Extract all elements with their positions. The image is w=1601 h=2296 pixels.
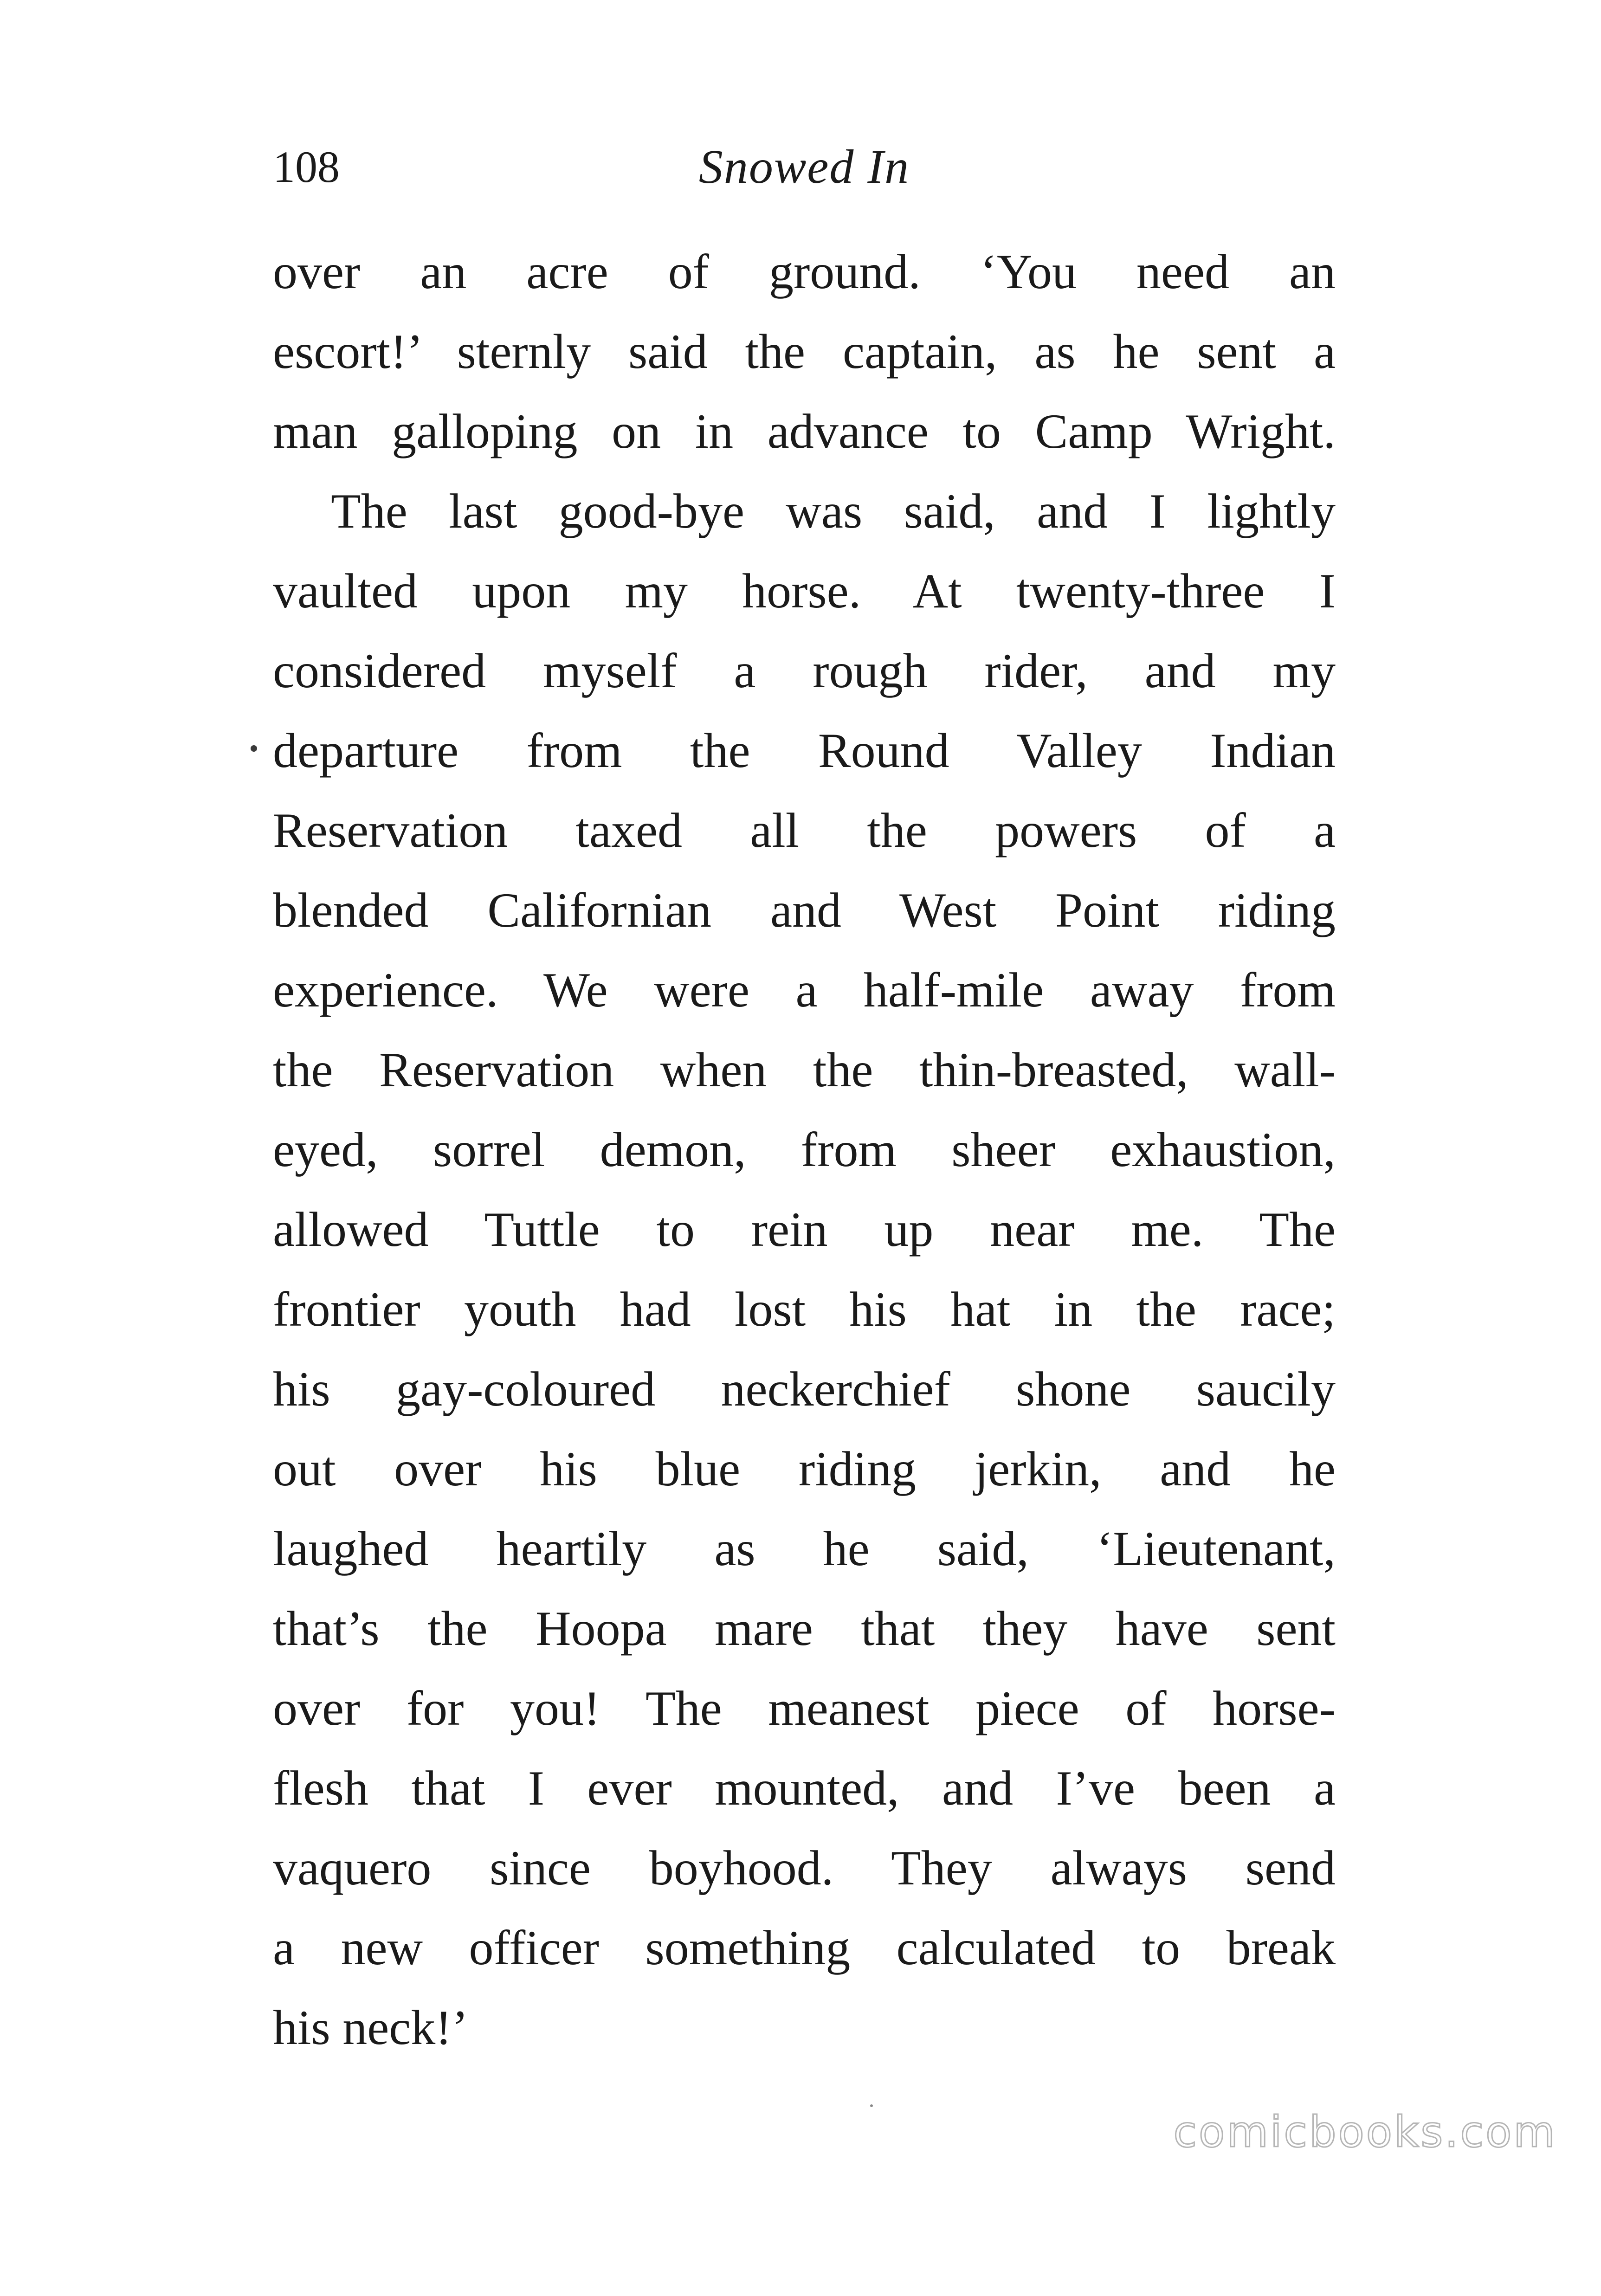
text-line: frontier youth had lost his hat in the race; (273, 1282, 1336, 1336)
page-header (273, 132, 1336, 202)
text-line: a new officer something calculated to break (273, 1921, 1336, 1975)
text-line: his neck!’ (273, 2000, 468, 2055)
text-line: vaquero since boyhood. They always send (273, 1841, 1336, 1895)
watermark: comicbooks.com (1173, 2107, 1557, 2157)
text-line: man galloping on in advance to Camp Wright. (273, 404, 1336, 458)
text-line: considered myself a rough rider, and my (273, 644, 1336, 698)
text-line: departure from the Round Valley Indian (273, 723, 1336, 778)
text-line: blended Californian and West Point riding (273, 883, 1336, 937)
text-line: vaulted upon my horse. At twenty-three I (273, 564, 1336, 618)
text-line: flesh that I ever mounted, and I’ve been a (273, 1761, 1336, 1815)
text-line: The last good-bye was said, and I lightly (331, 484, 1336, 538)
text-line: the Reservation when the thin-breasted, wall- (273, 1043, 1336, 1097)
running-head: Snowed In (698, 140, 910, 193)
text-line: Reservation taxed all the powers of a (273, 803, 1336, 858)
text-line: laughed heartily as he said, ‘Lieutenant, (273, 1522, 1336, 1576)
text-line: out over his blue riding jerkin, and he (273, 1442, 1336, 1496)
text-line: experience. We were a half-mile away from (273, 963, 1336, 1017)
text-line: eyed, sorrel demon, from sheer exhaustion, (273, 1122, 1336, 1177)
text-line: over for you! The meanest piece of horse- (273, 1681, 1336, 1735)
page-number: 108 (273, 142, 340, 192)
body-text (273, 232, 1336, 2068)
text-line: escort!’ sternly said the captain, as he sent a (273, 324, 1336, 379)
text-line: allowed Tuttle to rein up near me. The (273, 1202, 1336, 1257)
text-line: his gay-coloured neckerchief shone saucily (273, 1362, 1336, 1416)
stray-print-mark (251, 745, 257, 752)
print-speck (870, 2104, 873, 2107)
text-line: that’s the Hoopa mare that they have sent (273, 1601, 1336, 1656)
text-line: over an acre of ground. ‘You need an (273, 245, 1336, 299)
